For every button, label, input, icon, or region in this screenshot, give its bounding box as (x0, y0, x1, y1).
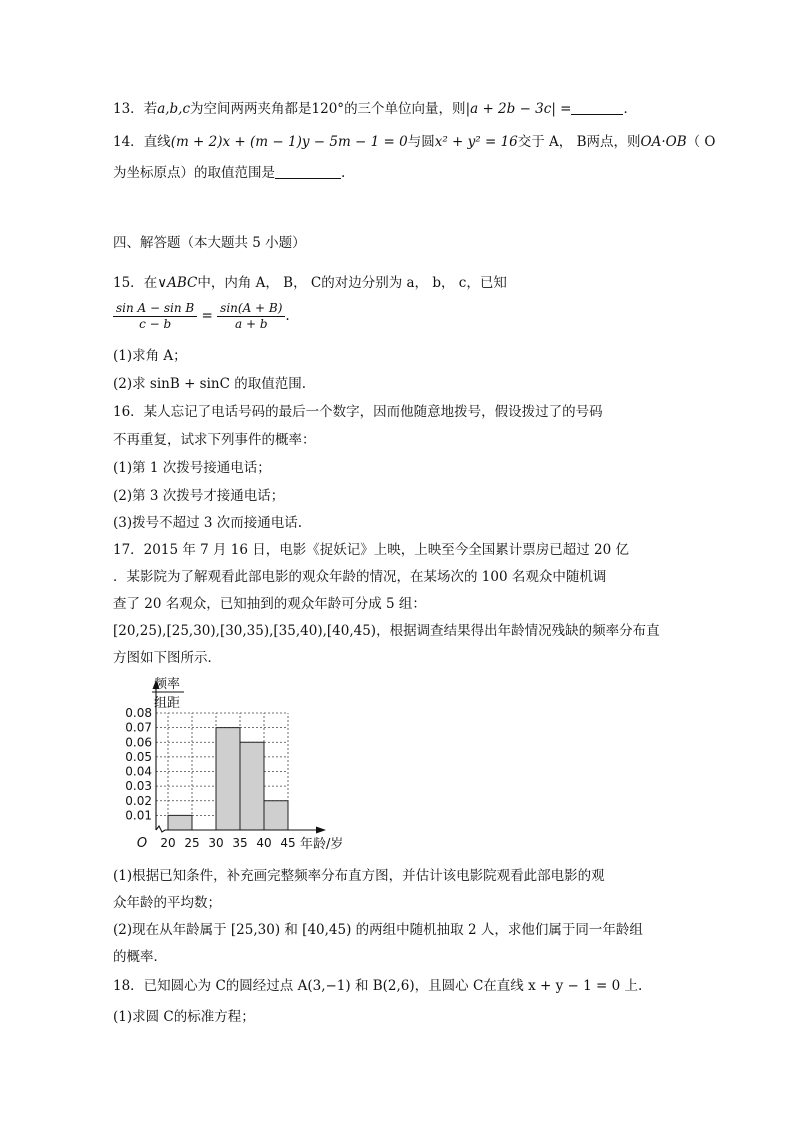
q14-end: . (341, 165, 346, 181)
y-tick-label: 0.01 (125, 808, 152, 823)
question-17-line-4: [20,25),[25,30),[30,35),[35,40),[40,45)，根据调查结果得出年龄情况残缺的频率分布直 (113, 623, 660, 639)
section-4-heading: 四、解答题（本大题共 5 小题） (113, 235, 306, 251)
q13-vectors: a,b,c (157, 101, 191, 117)
question-17-line-1: 17．2015 年 7 月 16 日，电影《捉妖记》上映，上映至今全国累计票房已超过 20 亿 (113, 542, 630, 558)
q14-paren: （ O (686, 134, 716, 150)
q13-text-pre: 若 (143, 101, 158, 117)
question-13 (113, 99, 637, 119)
x-tick-label: 30 (208, 836, 224, 850)
q16-part-3: (3)拨号不超过 3 次而接通电话. (113, 515, 303, 531)
y-tick-label: 0.06 (125, 735, 152, 750)
q14-answer-blank (275, 164, 341, 179)
histogram-bar (264, 801, 288, 830)
question-16-line-2: 不再重复，试求下列事件的概率： (113, 432, 316, 448)
q14-number: 14． (113, 134, 144, 150)
frequency-histogram (100, 668, 380, 864)
q15-given-equation (113, 301, 290, 332)
histogram-bar (168, 815, 192, 830)
q13-angle: 120° (311, 101, 345, 117)
q14-circle-equation: x² + y² = 16 (434, 134, 518, 150)
q13-text-mid: 为空间两两夹角都是 (190, 101, 312, 117)
q15-number: 15． (113, 275, 144, 291)
q17-part-2-line-1: (2)现在从年龄属于 [25,30) 和 [40,45) 的两组中随机抽取 2 人，求他们属于同一年龄组 (113, 922, 643, 938)
q17-part-1-line-1: (1)根据已知条件，补充画完整频率分布直方图，并估计该电影院观看此部电影的观 (113, 868, 605, 884)
q16-part-2: (2)第 3 次拨号才接通电话； (113, 488, 285, 504)
x-tick-label: 40 (256, 836, 272, 850)
x-tick-label: 25 (184, 836, 200, 850)
y-tick-label: 0.07 (125, 720, 152, 735)
q15-end: . (285, 308, 290, 324)
q17-part-1-line-2: 众年龄的平均数； (113, 895, 221, 911)
x-axis-label: 年龄/岁 (300, 837, 344, 852)
question-15 (113, 273, 507, 293)
q15-part-1: (1)求角 A； (113, 348, 187, 364)
x-tick-label: 20 (160, 836, 176, 850)
q14-dot-product: OA·OB (640, 134, 687, 150)
histogram-bar (216, 728, 240, 830)
question-17-line-5: 方图如下图所示． (113, 650, 221, 666)
q15-part-2: (2)求 sinB + sinC 的取值范围. (113, 376, 307, 392)
question-14 (113, 132, 715, 152)
y-tick-label: 0.08 (125, 706, 152, 720)
q15-frac2-numerator: sin(A + B) (217, 301, 285, 317)
question-14-line-2 (113, 163, 345, 183)
q15-frac1-numerator: sin A − sin B (113, 301, 197, 317)
y-tick-label: 0.03 (125, 779, 152, 794)
q14-text-mid: 与圆 (407, 134, 435, 150)
q15-text-pre: 在 (143, 275, 158, 291)
q14-text-pre: 直线 (143, 134, 171, 150)
origin-label: O (136, 836, 148, 851)
q15-triangle: ∨ABC (157, 275, 198, 291)
q16-part-1: (1)第 1 次拨号接通电话； (113, 460, 271, 476)
q15-equals: = (201, 308, 213, 324)
q14-text-post: 交于 A， B两点，则 (517, 134, 641, 150)
question-17-line-3: 查了 20 名观众，已知抽到的观众年龄可分成 5 组： (113, 596, 426, 612)
y-axis-label-bottom: 组距 (154, 696, 181, 711)
question-16-line-1: 16．某人忘记了电话号码的最后一个数字，因而他随意地拨号，假设拨过了的号码 (113, 404, 603, 420)
q15-frac2-denominator: a + b (235, 317, 268, 331)
question-17-line-2: ．某影院为了解观看此部电影的观众年龄的情况，在某场次的 100 名观众中随机调 (113, 569, 607, 585)
y-tick-label: 0.05 (125, 749, 152, 764)
y-tick-label: 0.02 (125, 793, 152, 808)
q14-line2-text: 为坐标原点）的取值范围是 (113, 165, 275, 181)
q17-part-2-line-2: 的概率． (113, 949, 167, 965)
q14-line-equation: (m + 2)x + (m − 1)y − 5m − 1 = 0 (170, 134, 408, 150)
q13-end: ． (623, 101, 637, 117)
q18-part-1: (1)求圆 C的标准方程； (113, 1009, 255, 1025)
question-18-line-1: 18．已知圆心为 C的圆经过点 A(3,−1) 和 B(2,6)，且圆心 C在直线 x + y − 1 = 0 上. (113, 978, 643, 994)
x-tick-label: 35 (232, 836, 248, 850)
y-axis-label-top: 频率 (154, 677, 181, 692)
x-axis-arrow (316, 827, 326, 834)
q13-number: 13． (113, 101, 144, 117)
histogram-bar (240, 742, 264, 830)
y-tick-label: 0.04 (125, 764, 152, 779)
q15-frac1-denominator: c − b (139, 317, 172, 331)
q13-text-post: 的三个单位向量，则 (344, 101, 466, 117)
q15-fraction-right (217, 301, 285, 332)
x-tick-label: 45 (280, 836, 296, 850)
q13-answer-blank (571, 100, 623, 115)
q13-expression: |a + 2b − 3c| = (465, 101, 572, 117)
q15-fraction-left (113, 301, 197, 332)
q15-text-post: 中，内角 A， B， C的对边分别为 a， b， c，已知 (197, 275, 507, 291)
